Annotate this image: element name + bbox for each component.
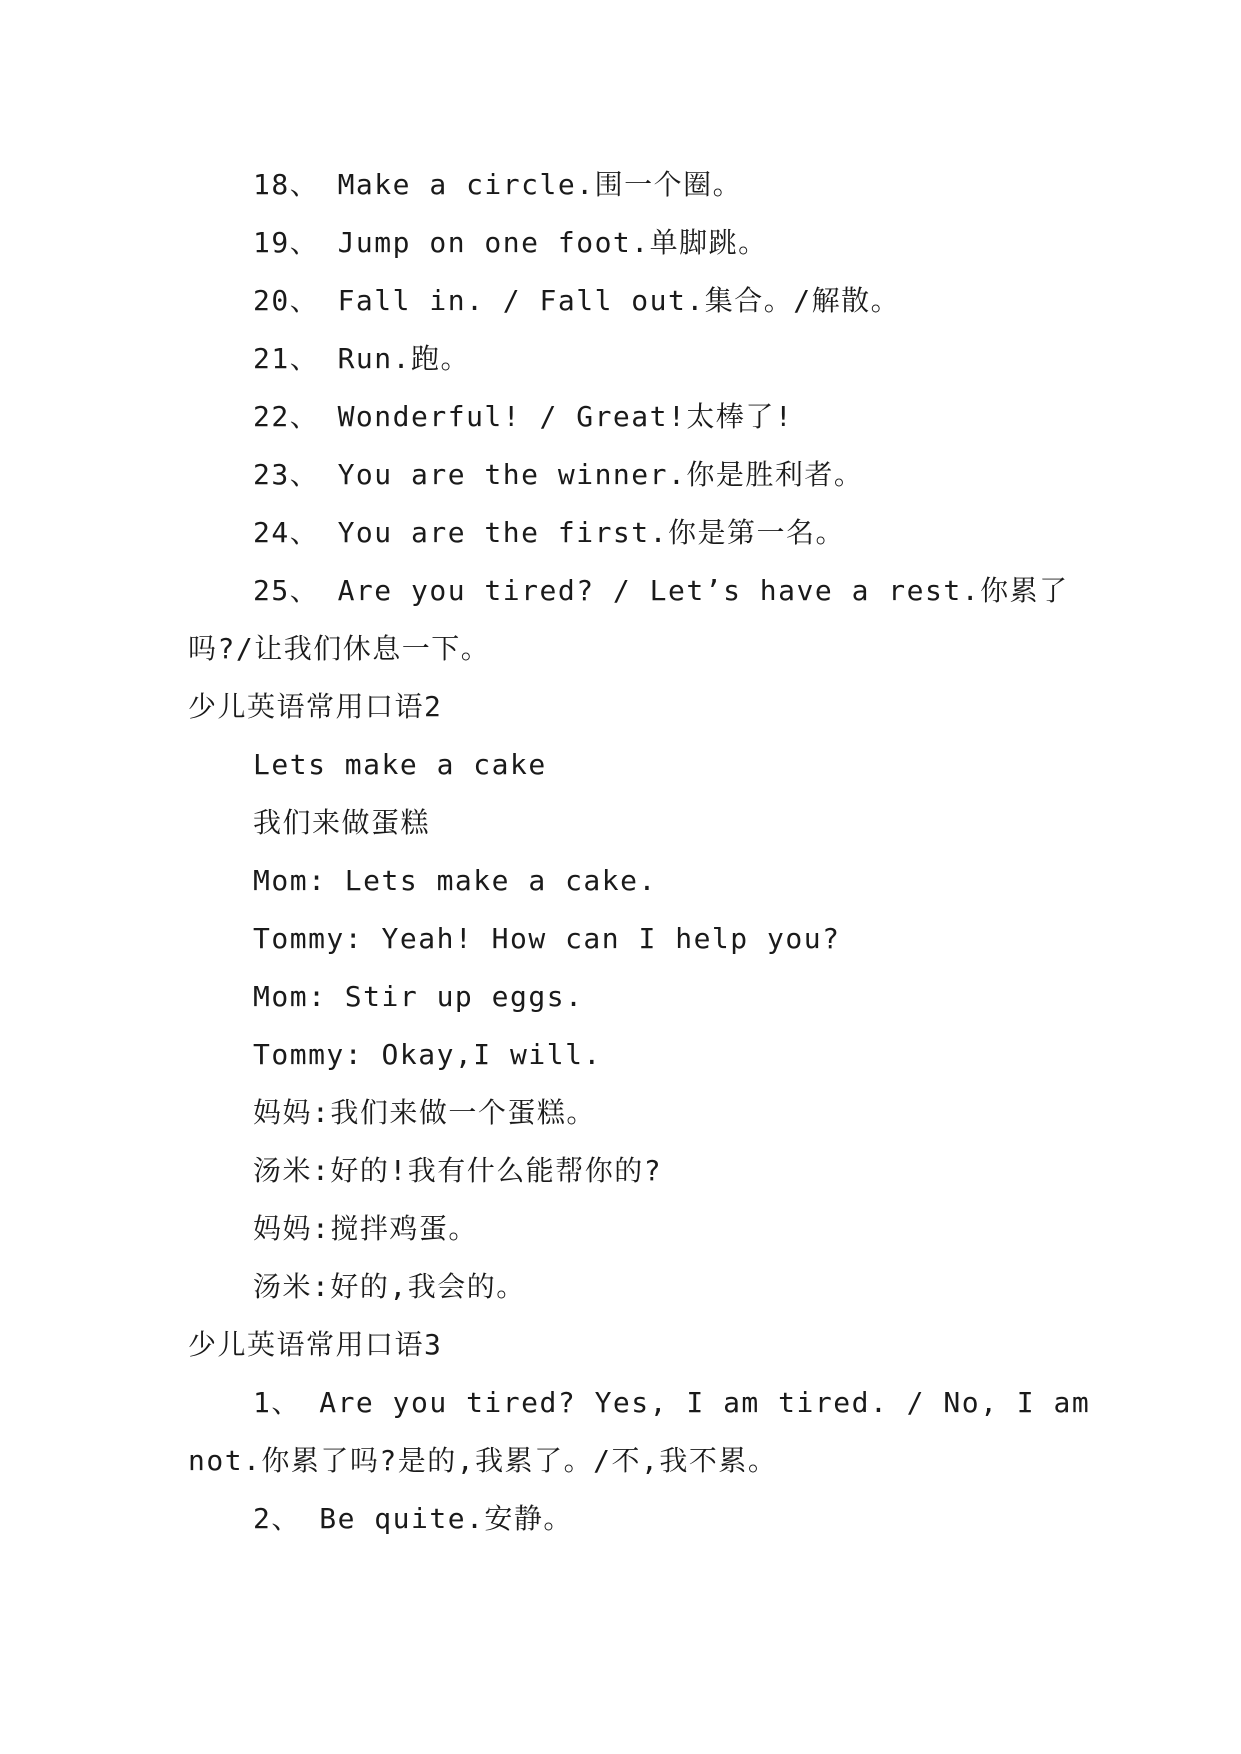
dialogue-line-zh: 妈妈:搅拌鸡蛋。: [253, 1212, 478, 1245]
section-heading-3: 少儿英语常用口语3: [188, 1328, 443, 1361]
item-21-line: 21、 Run.跑。: [253, 342, 471, 375]
item-1-line: 1、 Are you tired? Yes, I am tired. / No, I am: [253, 1386, 1091, 1419]
item-1-continuation: not.你累了吗?是的,我累了。/不,我不累。: [188, 1444, 778, 1477]
item-24-line: 24、 You are the first.你是第一名。: [253, 516, 846, 549]
dialogue-line-zh: 汤米:好的!我有什么能帮你的?: [253, 1154, 663, 1187]
dialogue-title-en: Lets make a cake: [253, 748, 547, 781]
dialogue-line: Mom: Stir up eggs.: [253, 980, 584, 1013]
item-18-line: 18、 Make a circle.围一个圈。: [253, 168, 743, 201]
dialogue-line: Tommy: Okay,I will.: [253, 1038, 602, 1071]
item-25-line: 25、 Are you tired? / Let’s have a rest.你累了: [253, 574, 1069, 607]
item-20-line: 20、 Fall in. / Fall out.集合。/解散。: [253, 284, 901, 317]
item-22-line: 22、 Wonderful! / Great!太棒了!: [253, 400, 794, 433]
dialogue-title-zh: 我们来做蛋糕: [253, 806, 431, 839]
item-19-line: 19、 Jump on one foot.单脚跳。: [253, 226, 768, 259]
dialogue-line-zh: 妈妈:我们来做一个蛋糕。: [253, 1096, 596, 1129]
dialogue-line: Mom: Lets make a cake.: [253, 864, 657, 897]
item-25-continuation: 吗?/让我们休息一下。: [188, 632, 491, 665]
item-23-line: 23、 You are the winner.你是胜利者。: [253, 458, 864, 491]
dialogue-line-zh: 汤米:好的,我会的。: [253, 1270, 526, 1303]
item-2-line: 2、 Be quite.安静。: [253, 1502, 573, 1535]
section-heading-2: 少儿英语常用口语2: [188, 690, 443, 723]
dialogue-line: Tommy: Yeah! How can I help you?: [253, 922, 841, 955]
